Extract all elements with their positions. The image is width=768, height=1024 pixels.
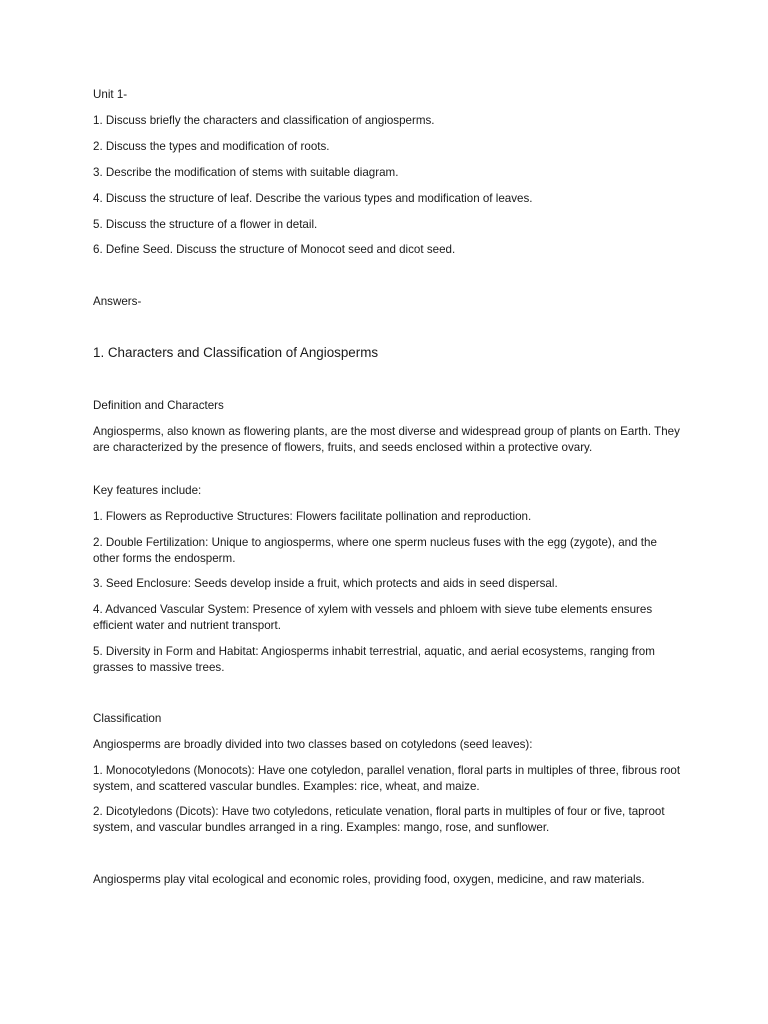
section-title: 1. Characters and Classification of Angiosperms xyxy=(93,345,379,360)
class-dicots: 2. Dicotyledons (Dicots): Have two cotyledons, reticulate venation, floral parts in multiples of four or five, taproot system, and vascular bundles arranged in a ring. Examples: mango, rose, and sunflower. xyxy=(93,805,665,834)
question-4: 4. Discuss the structure of leaf. Describe the various types and modification of leaves. xyxy=(93,192,533,205)
question-2: 2. Discuss the types and modification of roots. xyxy=(93,140,330,153)
answers-heading: Answers- xyxy=(93,295,142,308)
unit-heading: Unit 1- xyxy=(93,88,128,101)
classification-intro: Angiosperms are broadly divided into two classes based on cotyledons (seed leaves): xyxy=(93,738,533,751)
key-features-intro: Key features include: xyxy=(93,484,202,497)
key-feature-3: 3. Seed Enclosure: Seeds develop inside a fruit, which protects and aids in seed dispersal. xyxy=(93,577,558,590)
class-monocots: 1. Monocotyledons (Monocots): Have one cotyledon, parallel venation, floral parts in multiples of three, fibrous root system, and scattered vascular bundles. Examples: rice, wheat, and maize. xyxy=(93,764,681,793)
question-5: 5. Discuss the structure of a flower in detail. xyxy=(93,218,318,231)
question-3: 3. Describe the modification of stems with suitable diagram. xyxy=(93,166,399,179)
definition-paragraph: Angiosperms, also known as flowering plants, are the most diverse and widespread group of plants on Earth. They are characterized by the presence of flowers, fruits, and seeds enclosed within a protective ovary. xyxy=(93,425,680,454)
question-6: 6. Define Seed. Discuss the structure of Monocot seed and dicot seed. xyxy=(93,243,456,256)
definition-heading: Definition and Characters xyxy=(93,399,224,412)
question-1: 1. Discuss briefly the characters and classification of angiosperms. xyxy=(93,114,435,127)
key-feature-4: 4. Advanced Vascular System: Presence of xylem with vessels and phloem with sieve tube elements ensures efficient water and nutrient transport. xyxy=(93,603,653,632)
key-feature-1: 1. Flowers as Reproductive Structures: Flowers facilitate pollination and reproduction. xyxy=(93,510,532,523)
classification-heading: Classification xyxy=(93,712,162,725)
key-feature-2: 2. Double Fertilization: Unique to angiosperms, where one sperm nucleus fuses with the egg (zygote), and the other forms the endosperm. xyxy=(93,536,657,565)
conclusion-paragraph: Angiosperms play vital ecological and economic roles, providing food, oxygen, medicine, and raw materials. xyxy=(93,873,645,886)
key-feature-5: 5. Diversity in Form and Habitat: Angiosperms inhabit terrestrial, aquatic, and aerial ecosystems, ranging from grasses to massive trees. xyxy=(93,645,655,674)
